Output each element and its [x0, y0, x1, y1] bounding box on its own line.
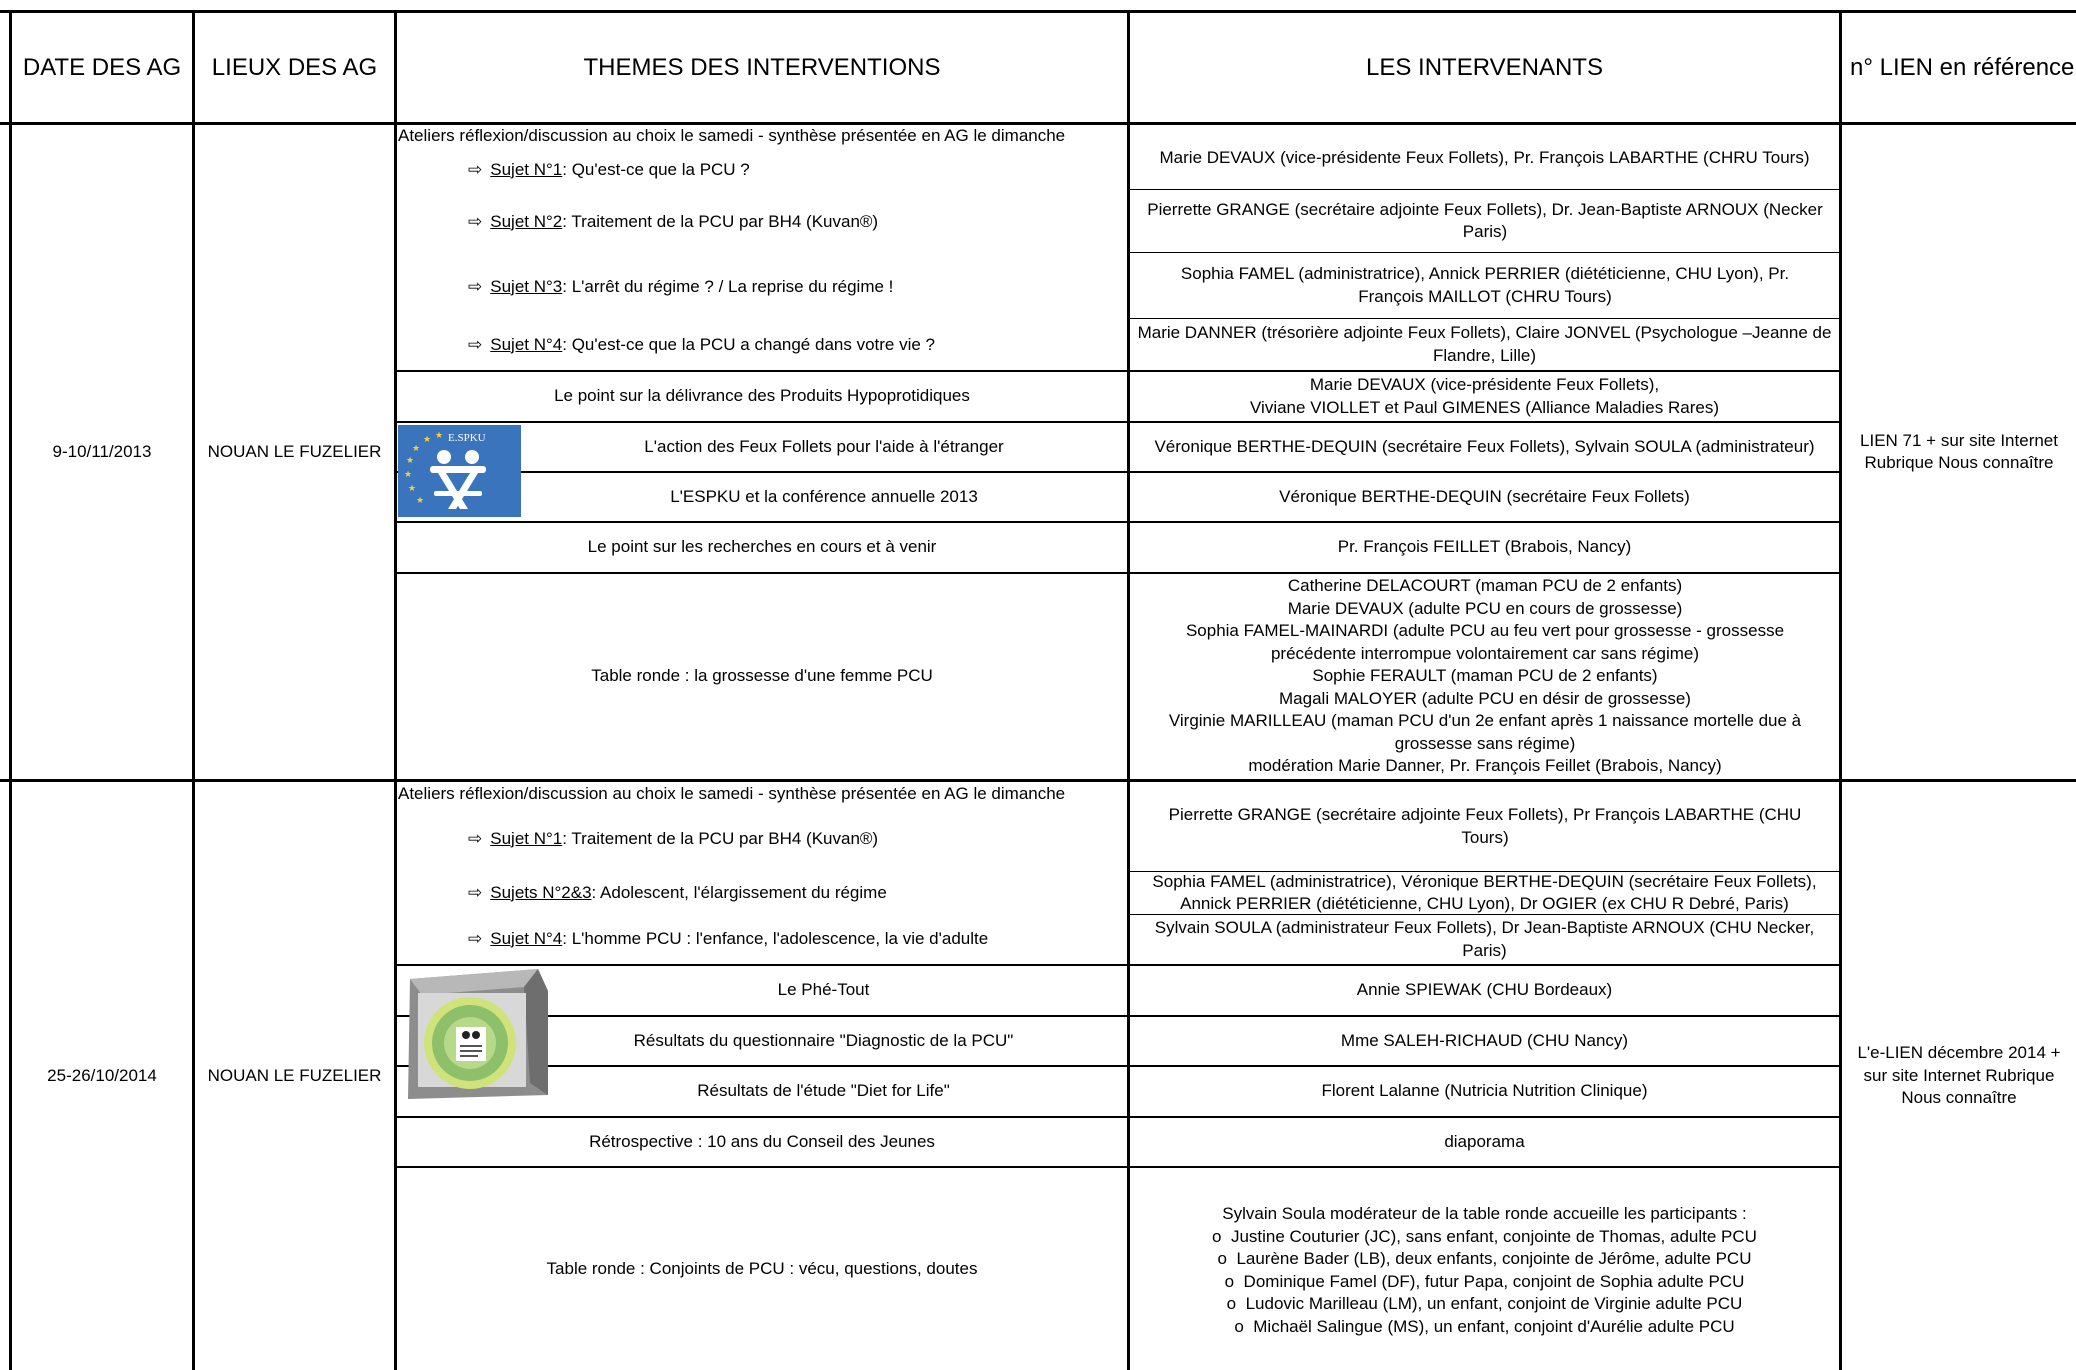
subject-text: : Qu'est-ce que la PCU ?: [562, 159, 750, 179]
subject-label: Sujet N°4: [490, 928, 563, 948]
espku-logo-graphic: [398, 425, 521, 517]
star-icon: ★: [406, 456, 415, 466]
ag2-ateliers-intro: Ateliers réflexion/discussion au choix le samedi - synthèse présentée en AG le dimanche: [398, 783, 1066, 803]
ag2-subject-speakers: Pierrette GRANGE (secrétaire adjointe Feux Follets), Pr François LABARTHE (CHU Tours): [1168, 805, 1802, 847]
ag1-speakers: Pr. François FEILLET (Brabois, Nancy): [1337, 537, 1632, 557]
arrow-right-icon: ⇨: [468, 928, 483, 948]
star-icon: ★: [412, 444, 421, 454]
header-lieu: LIEUX DES AG: [211, 53, 378, 81]
ag1-subject-speakers: Sophia FAMEL (administratrice), Annick PERRIER (diététicienne, CHU Lyon), Pr. François MAILLOT (CHRU Tours): [1180, 264, 1790, 306]
header-themes: THEMES DES INTERVENTIONS: [583, 53, 941, 81]
ag2-date: 25-26/10/2014: [47, 1065, 157, 1085]
star-icon: ★: [423, 435, 432, 445]
arrow-right-icon: ⇨: [468, 882, 483, 902]
star-icon: ★: [416, 496, 425, 506]
subject-text: : Qu'est-ce que la PCU a changé dans votre vie ?: [562, 334, 935, 354]
subject-label: Sujet N°2: [490, 211, 563, 231]
ag1-theme: Table ronde : la grossesse d'une femme PCU: [591, 666, 933, 686]
arrow-right-icon: ⇨: [468, 828, 483, 848]
arrow-right-icon: ⇨: [468, 276, 483, 296]
ag1-lieu: NOUAN LE FUZELIER: [207, 441, 382, 461]
subject-text: : L'arrêt du régime ? / La reprise du régime !: [562, 276, 894, 296]
ag1-subject-speakers: Marie DEVAUX (vice-présidente Feux Follets), Pr. François LABARTHE (CHRU Tours): [1159, 148, 1810, 168]
subject-text: : Traitement de la PCU par BH4 (Kuvan®): [562, 828, 879, 848]
star-icon: ★: [435, 431, 444, 441]
ag1-speakers: Véronique BERTHE-DEQUIN (secrétaire Feux Follets), Sylvain SOULA (administrateur): [1154, 436, 1815, 456]
ag2-table-ronde-block: [1130, 1203, 1839, 1338]
subject-label: Sujets N°2&3: [490, 882, 592, 902]
participant-item: o Dominique Famel (DF), futur Papa, conjoint de Sophia adulte PCU: [1130, 1271, 1839, 1294]
header-intervenants: LES INTERVENANTS: [1366, 53, 1603, 81]
ag1-subject-speakers: Marie DANNER (trésorière adjointe Feux Follets), Claire JONVEL (Psychologue –Jeanne de Flandre, Lille): [1137, 323, 1832, 365]
subject-label: Sujet N°3: [490, 276, 563, 296]
participant-item: o Justine Couturier (JC), sans enfant, conjointe de Thomas, adulte PCU: [1130, 1226, 1839, 1249]
arrow-right-icon: ⇨: [468, 159, 483, 179]
espku-logo: [398, 425, 521, 517]
ag1-speakers: Catherine DELACOURT (maman PCU de 2 enfants) Marie DEVAUX (adulte PCU en cours de grossesse) Sophia FAMEL-MAINARDI (adulte PCU au feu vert pour grossesse - grossesse précédente interrompue volontairement car sans régime) Sophie FERAULT (maman PCU de 2 enfants) Magali MALOYER (adulte PCU en désir de grossesse) Virginie MARILLEAU (maman PCU d'un 2e enfant après 1 naissance mortelle due à grossesse sans régime) modération Marie Danner, Pr. François Feillet (Brabois, Nancy): [1168, 576, 1802, 776]
header-date: DATE DES AG: [22, 53, 182, 81]
ag1-ateliers-intro: Ateliers réflexion/discussion au choix le samedi - synthèse présentée en AG le dimanche: [398, 125, 1066, 145]
ag2-speakers: Annie SPIEWAK (CHU Bordeaux): [1356, 980, 1613, 1000]
ag1-date: 9-10/11/2013: [52, 441, 152, 461]
ag1-theme: L'action des Feux Follets pour l'aide à l'étranger: [644, 436, 1004, 456]
ag2-theme: Table ronde : Conjoints de PCU : vécu, questions, doutes: [546, 1258, 978, 1278]
ag1-theme: Le point sur les recherches en cours et à venir: [587, 537, 937, 557]
ag2-subject: [468, 827, 1118, 851]
ag1-lien: LIEN 71 + sur site Internet Rubrique Nous connaître: [1860, 430, 2058, 472]
ag2-theme: Rétrospective : 10 ans du Conseil des Jeunes: [589, 1131, 935, 1151]
col-border: [1839, 10, 1842, 1370]
participant-item: o Michaël Salingue (MS), un enfant, conjoint d'Aurélie adulte PCU: [1130, 1316, 1839, 1339]
ag2-speakers: diaporama: [1444, 1131, 1525, 1151]
ag2-speakers: Florent Lalanne (Nutricia Nutrition Clinique): [1321, 1081, 1648, 1101]
ag2-subject-speakers: Sylvain SOULA (administrateur Feux Follets), Dr Jean-Baptiste ARNOUX (CHU Necker, Paris): [1154, 918, 1815, 960]
star-icon: ★: [404, 470, 413, 480]
ag1-subject: [468, 210, 1118, 234]
subject-text: : Traitement de la PCU par BH4 (Kuvan®): [562, 211, 879, 231]
arrow-right-icon: ⇨: [468, 211, 483, 231]
ag1-theme: L'ESPKU et la conférence annuelle 2013: [670, 486, 978, 506]
phe-tout-disc-graphic: [398, 965, 550, 1102]
phe-tout-disc-image: [398, 965, 550, 1102]
ag1-theme: Le point sur la délivrance des Produits Hypoprotidiques: [554, 386, 970, 406]
table-ronde-intro: Sylvain Soula modérateur de la table ronde accueille les participants :: [1222, 1204, 1747, 1223]
ag2-theme: Résultats du questionnaire "Diagnostic de la PCU": [633, 1030, 1014, 1050]
ag2-theme: Le Phé-Tout: [777, 980, 870, 1000]
arrow-right-icon: ⇨: [468, 334, 483, 354]
ag1-subject: [468, 333, 1118, 357]
star-icon: ★: [408, 484, 417, 494]
ag2-subject-speakers: Sophia FAMEL (administratrice), Véronique BERTHE-DEQUIN (secrétaire Feux Follets), Annick PERRIER (diététicienne, CHU Lyon), Dr OGIER (ex CHU R Debré, Paris): [1152, 871, 1817, 913]
header-lien: n° LIEN en référence: [1850, 53, 2075, 81]
subject-label: Sujet N°1: [490, 828, 563, 848]
ag1-speakers: Véronique BERTHE-DEQUIN (secrétaire Feux Follets): [1279, 486, 1690, 506]
ag2-subject: [468, 927, 1118, 951]
ag1-subject: [468, 275, 1118, 299]
subject-label: Sujet N°4: [490, 334, 563, 354]
ag1-subject-speakers: Pierrette GRANGE (secrétaire adjointe Feux Follets), Dr. Jean-Baptiste ARNOUX (Necker Paris): [1147, 199, 1823, 241]
subject-text: : Adolescent, l'élargissement du régime: [591, 882, 887, 902]
subject-text: : L'homme PCU : l'enfance, l'adolescence, la vie d'adulte: [562, 928, 989, 948]
ag1-speakers: Marie DEVAUX (vice-présidente Feux Follets), Viviane VIOLLET et Paul GIMENES (Alliance Maladies Rares): [1250, 375, 1719, 417]
ag2-lieu: NOUAN LE FUZELIER: [207, 1065, 382, 1085]
participant-item: o Laurène Bader (LB), deux enfants, conjointe de Jérôme, adulte PCU: [1130, 1248, 1839, 1271]
ag2-speakers: Mme SALEH-RICHAUD (CHU Nancy): [1340, 1030, 1629, 1050]
ag1-subject: [468, 158, 1118, 182]
participant-item: o Ludovic Marilleau (LM), un enfant, conjoint de Virginie adulte PCU: [1130, 1293, 1839, 1316]
subject-label: Sujet N°1: [490, 159, 563, 179]
ag2-subject: [468, 881, 1118, 905]
logo-text: E.SPKU: [448, 432, 486, 444]
ag2-theme: Résultats de l'étude "Diet for Life": [697, 1081, 950, 1101]
ag2-lien: L'e-LIEN décembre 2014 + sur site Internet Rubrique Nous connaître: [1857, 1043, 2061, 1108]
